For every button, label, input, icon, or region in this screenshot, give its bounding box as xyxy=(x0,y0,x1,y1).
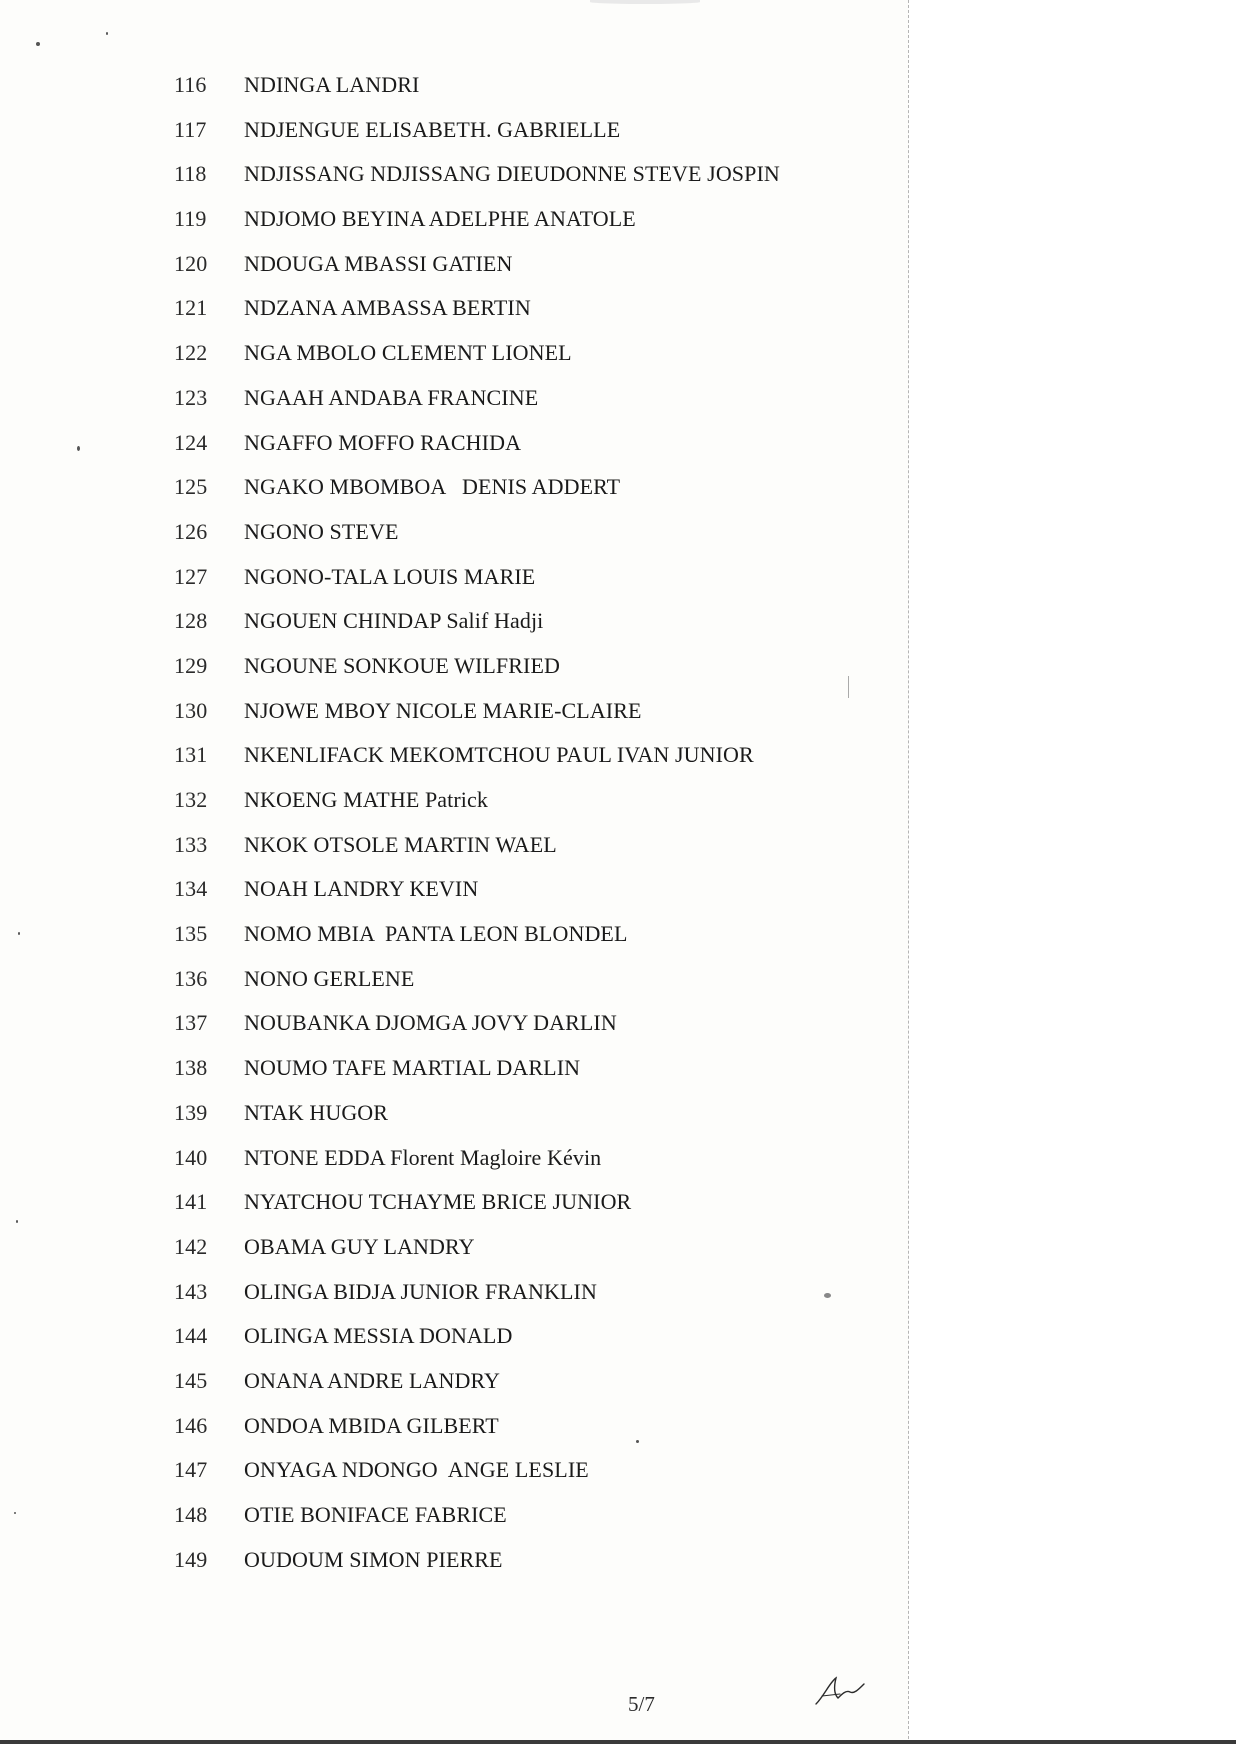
row-name: NKOENG MATHE Patrick xyxy=(244,787,488,812)
row-number: 132 xyxy=(174,787,208,812)
list-item xyxy=(174,1145,780,1190)
row-number: 133 xyxy=(174,831,208,857)
row-name: OBAMA GUY LANDRY xyxy=(244,1233,475,1259)
list-item xyxy=(174,921,780,966)
list-item xyxy=(174,653,780,698)
row-number: 141 xyxy=(174,1189,208,1215)
row-number: 142 xyxy=(174,1233,208,1259)
row-number: 122 xyxy=(174,340,208,366)
row-number: 124 xyxy=(174,429,208,455)
row-number: 127 xyxy=(174,563,208,589)
list-item xyxy=(174,1100,780,1145)
list-item xyxy=(174,295,780,340)
list-item xyxy=(174,206,780,251)
row-number: 119 xyxy=(174,206,207,232)
row-name: NGA MBOLO CLEMENT LIONEL xyxy=(244,340,572,366)
page-number: 5/7 xyxy=(628,1692,655,1716)
row-number: 134 xyxy=(174,876,208,902)
row-number: 137 xyxy=(174,1010,208,1036)
list-item xyxy=(174,1234,780,1279)
list-item xyxy=(174,1368,780,1413)
row-number: 116 xyxy=(174,72,207,97)
row-name: NYATCHOU TCHAYME BRICE JUNIOR xyxy=(244,1189,632,1215)
list-item xyxy=(174,340,780,385)
list-item xyxy=(174,698,780,743)
row-name: NDJENGUE ELISABETH. GABRIELLE xyxy=(244,116,621,142)
list-item xyxy=(174,161,780,206)
row-number: 136 xyxy=(174,965,208,991)
row-name: NDOUGA MBASSI GATIEN xyxy=(244,250,513,276)
list-item xyxy=(174,117,780,162)
list-item xyxy=(174,251,780,296)
scan-speck xyxy=(106,32,108,35)
row-name: NDJISSANG NDJISSANG DIEUDONNE STEVE JOSPIN xyxy=(244,161,780,187)
scan-speck xyxy=(36,42,40,46)
list-item xyxy=(174,1010,780,1055)
page-fold-line xyxy=(908,0,909,1744)
list-item xyxy=(174,1413,780,1458)
row-number: 128 xyxy=(174,608,208,634)
row-name: NGAFFO MOFFO RACHIDA xyxy=(244,429,522,455)
list-item xyxy=(174,72,780,117)
list-item xyxy=(174,519,780,564)
list-item xyxy=(174,832,780,877)
row-name: NDINGA LANDRI xyxy=(244,72,420,97)
row-name: NJOWE MBOY NICOLE MARIE-CLAIRE xyxy=(244,697,642,723)
list-item xyxy=(174,787,780,832)
row-number: 123 xyxy=(174,384,208,410)
row-number: 147 xyxy=(174,1457,208,1483)
row-name: OLINGA BIDJA JUNIOR FRANKLIN xyxy=(244,1278,597,1304)
row-name: NGAKO MBOMBOA DENIS ADDERT xyxy=(244,474,621,500)
row-number: 125 xyxy=(174,474,208,500)
row-name: NDZANA AMBASSA BERTIN xyxy=(244,295,531,321)
row-name: NOMO MBIA PANTA LEON BLONDEL xyxy=(244,921,628,947)
row-name: OUDOUM SIMON PIERRE xyxy=(244,1546,503,1572)
row-number: 140 xyxy=(174,1144,208,1170)
row-name: NTAK HUGOR xyxy=(244,1099,389,1125)
row-number: 131 xyxy=(174,742,208,768)
row-number: 149 xyxy=(174,1546,208,1572)
list-item xyxy=(174,876,780,921)
row-number: 120 xyxy=(174,250,208,276)
list-item xyxy=(174,1502,780,1547)
row-name: NOUBANKA DJOMGA JOVY DARLIN xyxy=(244,1010,617,1036)
list-item xyxy=(174,1279,780,1324)
row-name: ONANA ANDRE LANDRY xyxy=(244,1367,501,1393)
row-name: NOAH LANDRY KEVIN xyxy=(244,876,479,902)
scan-speck xyxy=(77,446,80,451)
scan-smudge xyxy=(590,0,700,4)
row-number: 118 xyxy=(174,161,207,187)
row-number: 117 xyxy=(174,116,207,142)
row-name: NONO GERLENE xyxy=(244,965,415,991)
list-item xyxy=(174,430,780,475)
row-number: 130 xyxy=(174,697,208,723)
scan-speck xyxy=(824,1293,831,1298)
row-name: NKOK OTSOLE MARTIN WAEL xyxy=(244,831,557,857)
list-item xyxy=(174,1189,780,1234)
row-name: NDJOMO BEYINA ADELPHE ANATOLE xyxy=(244,206,636,232)
row-name: NGAAH ANDABA FRANCINE xyxy=(244,384,539,410)
list-item xyxy=(174,1055,780,1100)
scan-bottom-edge xyxy=(0,1740,1236,1744)
row-name: NOUMO TAFE MARTIAL DARLIN xyxy=(244,1055,581,1081)
list-item xyxy=(174,1323,780,1368)
row-name: NKENLIFACK MEKOMTCHOU PAUL IVAN JUNIOR xyxy=(244,742,754,768)
scan-speck xyxy=(848,676,849,698)
list-item xyxy=(174,385,780,430)
row-number: 148 xyxy=(174,1502,208,1527)
list-item xyxy=(174,474,780,519)
row-name: NGOUNE SONKOUE WILFRIED xyxy=(244,652,560,678)
row-number: 129 xyxy=(174,652,208,678)
row-number: 138 xyxy=(174,1055,208,1081)
list-item xyxy=(174,564,780,609)
row-name: ONDOA MBIDA GILBERT xyxy=(244,1412,499,1438)
row-number: 135 xyxy=(174,921,208,947)
row-name: NTONE EDDA Florent Magloire Kévin xyxy=(244,1144,602,1170)
row-number: 144 xyxy=(174,1323,208,1349)
name-list xyxy=(174,72,780,1591)
list-item xyxy=(174,1457,780,1502)
list-item xyxy=(174,966,780,1011)
row-name: OLINGA MESSIA DONALD xyxy=(244,1323,513,1349)
row-number: 139 xyxy=(174,1099,208,1125)
right-margin xyxy=(909,0,1236,1744)
list-item xyxy=(174,1547,780,1592)
signature-mark xyxy=(812,1672,868,1708)
row-number: 126 xyxy=(174,518,208,544)
row-name: NGONO STEVE xyxy=(244,518,399,544)
scan-speck xyxy=(18,932,20,935)
row-name: NGONO-TALA LOUIS MARIE xyxy=(244,563,536,589)
list-item xyxy=(174,608,780,653)
row-number: 143 xyxy=(174,1278,208,1304)
row-name: ONYAGA NDONGO ANGE LESLIE xyxy=(244,1457,589,1483)
row-name: OTIE BONIFACE FABRICE xyxy=(244,1502,507,1527)
row-name: NGOUEN CHINDAP Salif Hadji xyxy=(244,608,544,634)
row-number: 121 xyxy=(174,295,208,321)
list-item xyxy=(174,742,780,787)
row-number: 145 xyxy=(174,1367,208,1393)
scan-speck xyxy=(16,1220,18,1223)
row-number: 146 xyxy=(174,1412,208,1438)
scan-speck xyxy=(14,1512,16,1514)
